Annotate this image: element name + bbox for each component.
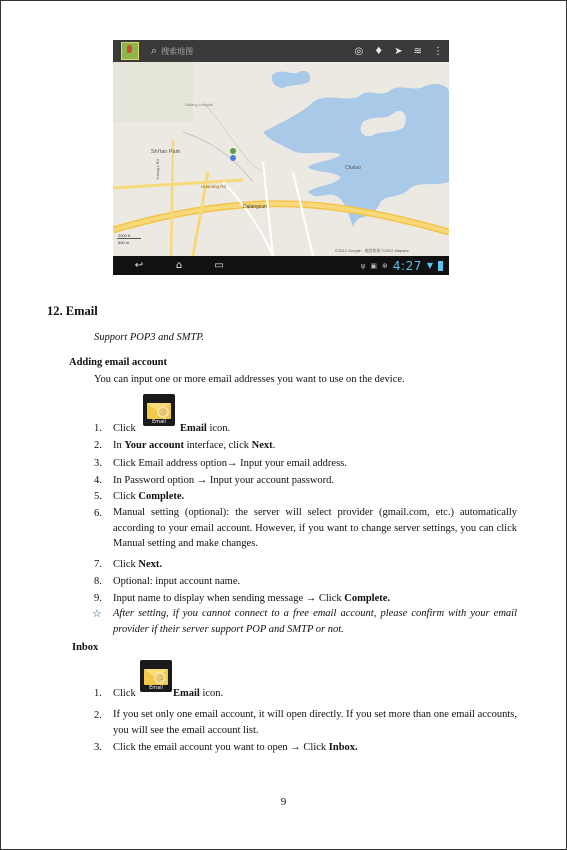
label-chalao: Chalao [345,165,361,171]
my-location-icon: ◎ [354,45,364,57]
step-number: 3. [94,458,102,469]
map-screenshot [113,40,449,275]
step-text: If you set only one email account, it will open directly. If you set more than one email accounts, you will see the email account list. [113,709,517,736]
map-credit: ©2012 Google · 地图数据 ©2012 Mapabc [335,248,409,253]
step-text: In Your account interface, click Next. [113,440,276,451]
menu-icon: ⋮ [433,45,443,57]
step-number: 8. [94,576,102,587]
step-number: 3. [94,742,102,753]
layers-icon: ≋ [413,45,422,57]
recent-apps-icon: ▭ [214,260,224,271]
step-text: Input name to display when sending message → Click Complete. [113,593,391,604]
adding-heading: Adding email account [69,357,168,368]
step-number: 2. [94,440,102,451]
label-dalangcun: Dalangcun [243,204,267,210]
section-title: 12. Email [47,304,98,318]
step-text: Click Complete. [113,491,185,502]
label-shilao-park: Shi'lao Park [151,149,181,155]
step-text: In Password option → Input your account password. [113,475,335,486]
step-number: 2. [94,710,102,721]
notification-icon: ▣ [370,261,378,270]
search-icon: ⌕ [151,44,158,57]
map-top-bar [113,40,449,62]
places-icon: ♦ [374,45,384,57]
step-text: Click [113,423,136,434]
step-text: Click [113,688,136,699]
step-number: 5. [94,491,102,502]
step-number: 1. [94,423,102,434]
email-app-icon: @ Email [140,660,172,692]
step-number: 4. [94,475,102,486]
step-text: Click the email account you want to open → Click Inbox. [113,742,358,753]
scale-bottom-label: 500 m [118,240,130,245]
page-number: 9 [280,796,287,808]
step-text: Optional: input account name. [113,576,241,587]
step-text: Click Email address option→ Input your email address. [113,458,347,469]
note-star-icon: ☆ [92,607,102,620]
step-text: Manual setting (optional): the server will select provider (gmail.com, etc.) automatically according to your email account. However, if you want to change server settings, you can click Manual setting and make changes. [113,507,517,549]
back-icon: ↩ [134,260,144,271]
inbox-heading: Inbox [72,642,99,653]
step-number: 7. [94,559,102,570]
step-text: Email icon. [180,423,231,434]
directions-icon: ➤ [394,45,403,57]
status-clock: 4:27 [392,258,422,273]
label-huaming-rd: Huaming Rd [201,184,227,189]
section-intro: Support POP3 and SMTP. [94,332,205,343]
gps-icon: ⊕ [382,261,388,270]
maps-logo-icon [121,42,139,60]
step-text: Email icon. [173,688,224,699]
usb-icon: ψ [360,261,366,270]
label-hospital: Dalang Hospital [185,102,214,107]
step-number: 9. [94,593,102,604]
android-nav-bar [113,256,449,275]
scale-top-label: 2000 ft [118,233,131,238]
adding-lead: You can input one or more email addresses you want to use on the device. [94,374,405,385]
note-text: After setting, if you cannot connect to a free email account, please confirm with your email provider if their server support POP and SMTP or not. [113,608,517,635]
step-number: 6. [94,508,102,519]
step-number: 1. [94,688,102,699]
battery-icon [438,261,443,271]
label-yuangui-rd: Yuangui Rd [155,159,160,180]
step-text: Click Next. [113,559,162,570]
home-icon: ⌂ [175,260,183,271]
map-canvas [113,62,449,256]
wifi-icon: ▼ [426,261,433,270]
map-search-input: 搜索地图 [161,46,194,56]
email-app-icon: @ Email [143,394,175,426]
